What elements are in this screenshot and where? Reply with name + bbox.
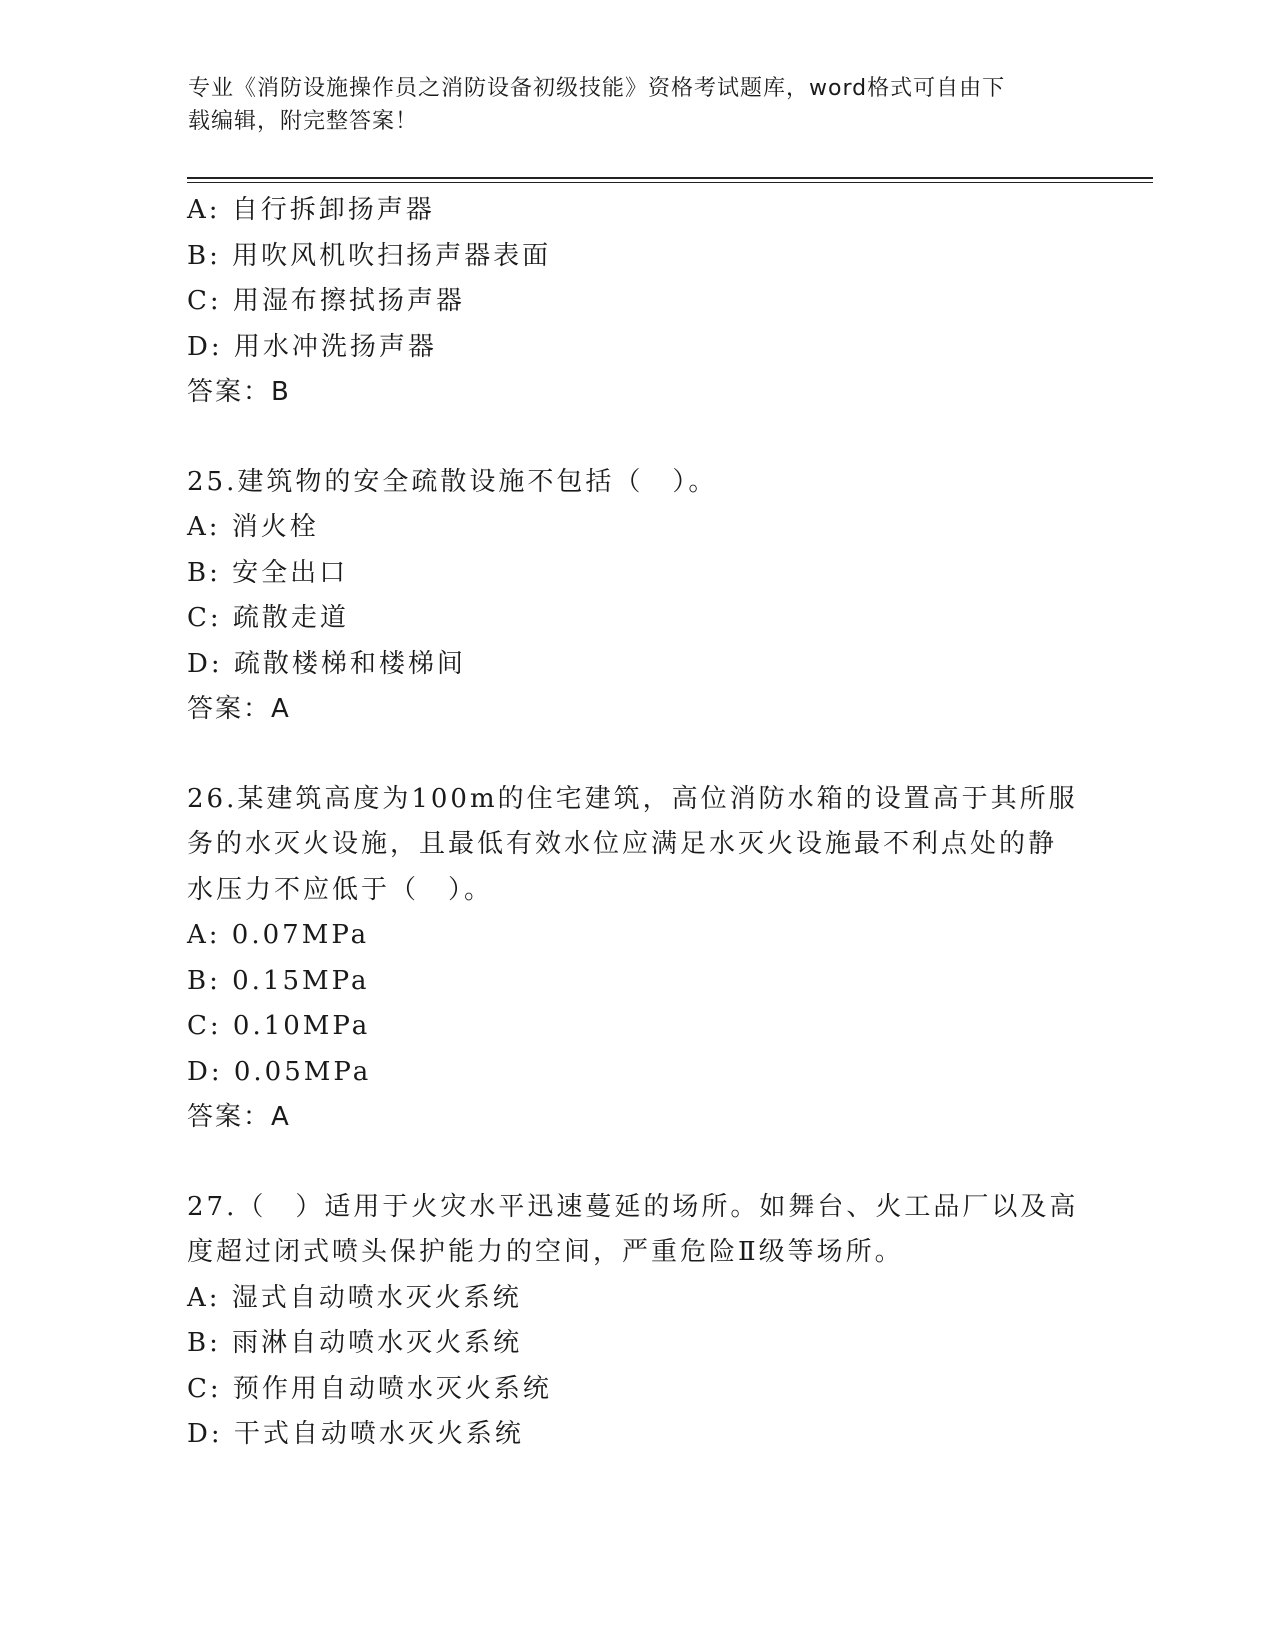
option-b: B: 雨淋自动喷水灭火系统: [187, 1328, 523, 1358]
option-d: D: 干式自动喷水灭火系统: [187, 1419, 524, 1449]
question-text-line-1: 26.某建筑高度为100m的住宅建筑，高位消防水箱的设置高于其所服: [187, 783, 1078, 814]
question-block-24-continued: [187, 188, 1087, 416]
question-block-26: [187, 777, 1087, 1141]
option-a: A: 自行拆卸扬声器: [187, 195, 435, 225]
answer-line: 答案：A: [187, 694, 291, 724]
option-a: A: 消火栓: [187, 512, 319, 542]
header-divider-thick: [187, 177, 1153, 179]
option-c: C: 0.10MPa: [187, 1011, 371, 1041]
option-c: C: 用湿布擦拭扬声器: [187, 286, 465, 316]
header-line-2: 载编辑，附完整答案！: [188, 109, 419, 134]
option-b: B: 用吹风机吹扫扬声器表面: [187, 240, 552, 271]
option-d: D: 0.05MPa: [187, 1056, 372, 1087]
option-c: C: 疏散走道: [187, 603, 349, 633]
option-d: D: 用水冲洗扬声器: [187, 331, 437, 362]
header-divider-thin: [187, 182, 1153, 183]
question-text-line-2: 务的水灭火设施，且最低有效水位应满足水灭火设施最不利点处的静: [187, 829, 1058, 859]
question-text: 25.建筑物的安全疏散设施不包括（ ）。: [187, 466, 718, 497]
option-d: D: 疏散楼梯和楼梯间: [187, 648, 466, 679]
spacer: [187, 733, 1087, 777]
question-text-line-1: 27.（ ）适用于火灾水平迅速蔓延的场所。如舞台、火工品厂以及高: [187, 1191, 1079, 1222]
option-a: A: 湿式自动喷水灭火系统: [187, 1282, 522, 1313]
header-line-1: 专业《消防设施操作员之消防设备初级技能》资格考试题库，word格式可自由下: [188, 76, 1006, 101]
question-list: [187, 188, 1087, 1458]
question-block-25: [187, 460, 1087, 733]
answer-line: 答案：A: [187, 1102, 291, 1132]
option-c: C: 预作用自动喷水灭火系统: [187, 1373, 552, 1404]
option-b: B: 安全出口: [187, 557, 349, 588]
spacer: [187, 1141, 1087, 1185]
question-text-line-2: 度超过闭式喷头保护能力的空间，严重危险Ⅱ级等场所。: [187, 1237, 904, 1267]
spacer: [187, 416, 1087, 460]
answer-line: 答案：B: [187, 377, 291, 407]
option-b: B: 0.15MPa: [187, 965, 370, 996]
question-text-line-3: 水压力不应低于（ ）。: [187, 874, 494, 905]
question-block-27: [187, 1185, 1087, 1458]
page-header: [188, 72, 1088, 138]
option-a: A: 0.07MPa: [187, 920, 370, 950]
